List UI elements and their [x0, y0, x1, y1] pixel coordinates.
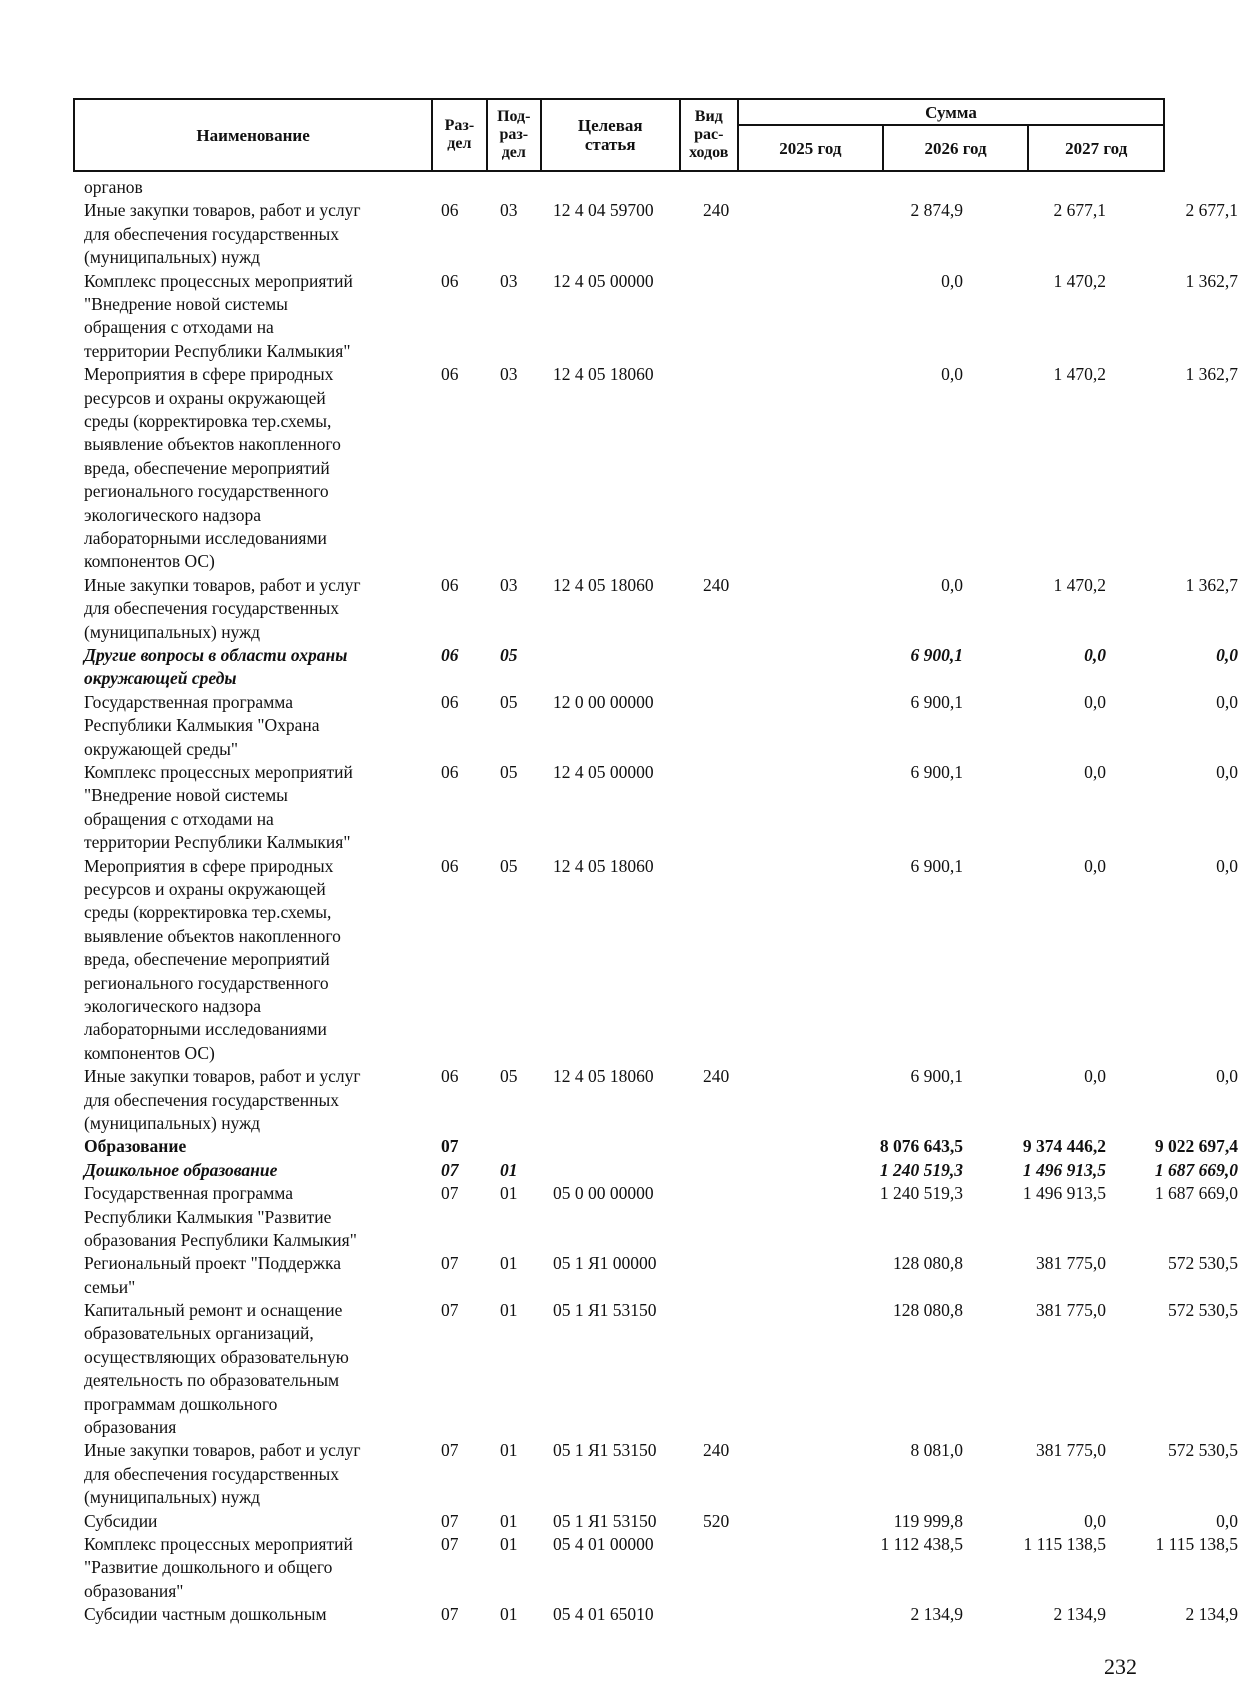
row-sum-2025: 2 874,9: [910, 200, 963, 221]
table-row: [73, 270, 1238, 364]
row-sum-2026: 0,0: [1084, 855, 1106, 876]
row-sum-2025: 8 076 643,5: [879, 1136, 963, 1157]
row-razdel: 07: [441, 1253, 459, 1274]
row-sum-2026: 1 470,2: [1053, 364, 1106, 385]
row-sum-2026: 1 115 138,5: [1023, 1534, 1106, 1555]
row-sum-2025: 1 112 438,5: [880, 1534, 963, 1555]
row-csr: 12 4 04 59700: [553, 200, 654, 221]
row-sum-2027: 9 022 697,4: [1154, 1136, 1238, 1157]
row-name: Иные закупки товаров, работ и услуг для обеспечения государственных (муниципальных) нужд: [84, 1440, 361, 1508]
header-podrazdel: Под- раз- дел: [487, 99, 541, 171]
row-name: Комплекс процессных мероприятий "Развитие дошкольного и общего образования": [84, 1534, 353, 1601]
table-row: [73, 1182, 1238, 1252]
row-sum-2026: 1 496 913,5: [1022, 1159, 1106, 1180]
header-summa: Сумма: [738, 99, 1164, 125]
row-podrazdel: 01: [500, 1534, 518, 1555]
row-sum-2026: 0,0: [1084, 691, 1106, 712]
row-razdel: 07: [441, 1159, 459, 1180]
row-razdel: 07: [441, 1300, 459, 1321]
row-csr: 12 4 05 00000: [553, 270, 654, 291]
row-name: Другие вопросы в области охраны окружающей среды: [84, 644, 348, 689]
row-razdel: 07: [441, 1534, 459, 1555]
row-sum-2027: 2 134,9: [1185, 1604, 1238, 1625]
header-vr: Вид рас- ходов: [680, 99, 739, 171]
table-row: [73, 1299, 1238, 1439]
row-sum-2026: 9 374 446,2: [1022, 1136, 1106, 1157]
row-name: Субсидии частным дошкольным: [84, 1604, 327, 1625]
row-razdel: 07: [441, 1440, 459, 1461]
table-row: [73, 691, 1238, 761]
table-row: [73, 199, 1238, 269]
row-sum-2027: 1 687 669,0: [1154, 1183, 1238, 1204]
row-name: Образование: [84, 1136, 187, 1157]
row-vr: 240: [703, 1066, 730, 1087]
page-number: 232: [1104, 1654, 1137, 1679]
row-csr: 12 4 05 18060: [553, 364, 654, 385]
row-podrazdel: 05: [500, 691, 518, 712]
row-sum-2025: 6 900,1: [910, 761, 963, 782]
row-sum-2026: 1 496 913,5: [1022, 1183, 1106, 1204]
row-razdel: 07: [441, 1604, 459, 1625]
row-podrazdel: 01: [500, 1510, 518, 1531]
row-name: Государственная программа Республики Калмыкия "Развитие образования Республики Калмыкия": [84, 1183, 357, 1250]
row-razdel: 07: [441, 1510, 459, 1531]
row-csr: 12 4 05 18060: [553, 855, 654, 876]
row-sum-2025: 128 080,8: [893, 1253, 963, 1274]
table-row: [73, 1159, 1238, 1182]
table-row: [73, 1252, 1238, 1299]
row-sum-2027: 1 362,7: [1185, 574, 1238, 595]
row-sum-2025: 119 999,8: [893, 1510, 963, 1531]
header-csr: Целевая статья: [541, 99, 680, 171]
row-sum-2025: 1 240 519,3: [879, 1183, 963, 1204]
table-row: [73, 176, 1165, 199]
row-sum-2027: 0,0: [1216, 761, 1238, 782]
row-csr: 12 4 05 18060: [553, 1066, 654, 1087]
row-sum-2025: 2 134,9: [910, 1604, 963, 1625]
table-row: [73, 1135, 1238, 1158]
row-podrazdel: 01: [500, 1300, 518, 1321]
row-podrazdel: 05: [500, 855, 518, 876]
row-sum-2027: 1 362,7: [1185, 364, 1238, 385]
row-sum-2025: 6 900,1: [910, 855, 963, 876]
table-row: [73, 761, 1238, 855]
row-vr: 240: [703, 574, 730, 595]
row-razdel: 06: [441, 691, 459, 712]
row-name: органов: [84, 177, 143, 197]
row-podrazdel: 01: [500, 1253, 518, 1274]
row-name: Иные закупки товаров, работ и услуг для обеспечения государственных (муниципальных) нужд: [84, 574, 361, 642]
row-razdel: 06: [441, 364, 459, 385]
row-sum-2026: 1 470,2: [1053, 270, 1106, 291]
row-sum-2025: 0,0: [941, 270, 963, 291]
row-sum-2027: 1 115 138,5: [1155, 1534, 1238, 1555]
row-name: Комплекс процессных мероприятий "Внедрение новой системы обращения с отходами на территории Республики Калмыкия": [84, 761, 353, 853]
row-csr: 05 0 00 00000: [553, 1183, 654, 1204]
row-csr: 05 1 Я1 53150: [553, 1440, 657, 1461]
row-csr: 05 1 Я1 00000: [553, 1253, 657, 1274]
row-sum-2027: 0,0: [1216, 1066, 1238, 1087]
row-podrazdel: 03: [500, 574, 518, 595]
row-name: Капитальный ремонт и оснащение образовательных организаций, осуществляющих образовательную деятельность по образовательным программам дошкольного образования: [84, 1300, 349, 1438]
header-razdel: Раз- дел: [432, 99, 486, 171]
row-podrazdel: 03: [500, 270, 518, 291]
row-razdel: 06: [441, 855, 459, 876]
header-name: Наименование: [74, 99, 432, 171]
row-razdel: 06: [441, 761, 459, 782]
row-razdel: 06: [441, 574, 459, 595]
row-csr: 12 0 00 00000: [553, 691, 654, 712]
row-csr: 12 4 05 18060: [553, 574, 654, 595]
row-name: Мероприятия в сфере природных ресурсов и охраны окружающей среды (корректировка тер.схемы, выявление объектов накопленного вреда, обеспечение мероприятий регионального государственного экологического надзора лабораторными исследованиями компонентов ОС): [84, 855, 341, 1063]
row-name: Государственная программа Республики Калмыкия "Охрана окружающей среды": [84, 691, 320, 759]
row-sum-2026: 2 677,1: [1053, 200, 1106, 221]
row-csr: 12 4 05 00000: [553, 761, 654, 782]
row-name: Иные закупки товаров, работ и услуг для обеспечения государственных (муниципальных) нужд: [84, 1066, 361, 1133]
row-razdel: 06: [441, 644, 459, 665]
row-sum-2025: 0,0: [941, 574, 963, 595]
table-row: [73, 1603, 1238, 1626]
row-sum-2027: 1 362,7: [1185, 270, 1238, 291]
row-sum-2027: 572 530,5: [1168, 1253, 1238, 1274]
row-sum-2025: 1 240 519,3: [879, 1159, 963, 1180]
row-name: Мероприятия в сфере природных ресурсов и охраны окружающей среды (корректировка тер.схемы, выявление объектов накопленного вреда, обеспечение мероприятий регионального государственного экологического надзора лабораторными исследованиями компонентов ОС): [84, 364, 341, 572]
row-podrazdel: 01: [500, 1440, 518, 1461]
row-csr: 05 4 01 00000: [553, 1534, 654, 1555]
row-podrazdel: 05: [500, 761, 518, 782]
row-sum-2026: 0,0: [1084, 1510, 1106, 1531]
row-sum-2027: 1 687 669,0: [1154, 1159, 1238, 1180]
row-sum-2026: 0,0: [1084, 1066, 1106, 1087]
row-razdel: 06: [441, 270, 459, 291]
row-sum-2027: 2 677,1: [1185, 200, 1238, 221]
row-sum-2025: 8 081,0: [910, 1440, 963, 1461]
header-year-2027: 2027 год: [1028, 125, 1164, 171]
table-row: [73, 1533, 1238, 1603]
row-sum-2027: 572 530,5: [1168, 1440, 1238, 1461]
row-sum-2025: 128 080,8: [893, 1300, 963, 1321]
row-sum-2025: 6 900,1: [910, 644, 963, 665]
row-name: Комплекс процессных мероприятий "Внедрение новой системы обращения с отходами на территории Республики Калмыкия": [84, 270, 353, 361]
row-podrazdel: 01: [500, 1159, 518, 1180]
row-podrazdel: 01: [500, 1604, 518, 1625]
row-podrazdel: 03: [500, 364, 518, 385]
row-sum-2026: 381 775,0: [1036, 1300, 1106, 1321]
header-year-2025: 2025 год: [738, 125, 883, 171]
header-year-2026: 2026 год: [883, 125, 1029, 171]
row-podrazdel: 05: [500, 644, 518, 665]
row-csr: 05 1 Я1 53150: [553, 1300, 657, 1321]
table-row: [73, 1510, 1238, 1533]
row-sum-2026: 381 775,0: [1036, 1253, 1106, 1274]
row-sum-2027: 0,0: [1216, 691, 1238, 712]
row-name: Дошкольное образование: [84, 1159, 278, 1180]
row-sum-2026: 0,0: [1084, 644, 1106, 665]
row-razdel: 06: [441, 1066, 459, 1087]
table-header: [73, 98, 1165, 172]
row-razdel: 07: [441, 1136, 459, 1157]
row-vr: 240: [703, 1440, 730, 1461]
row-name: Региональный проект "Поддержка семьи": [84, 1253, 342, 1297]
row-csr: 05 1 Я1 53150: [553, 1510, 657, 1531]
row-sum-2026: 381 775,0: [1036, 1440, 1106, 1461]
row-podrazdel: 03: [500, 200, 518, 221]
table-row: [73, 1439, 1238, 1509]
table-row: [73, 574, 1238, 644]
table-row: [73, 363, 1238, 574]
table-row: [73, 855, 1238, 1066]
row-sum-2026: 2 134,9: [1053, 1604, 1106, 1625]
row-name: Иные закупки товаров, работ и услуг для обеспечения государственных (муниципальных) нужд: [84, 200, 361, 268]
table-row: [73, 644, 1238, 691]
row-podrazdel: 05: [500, 1066, 518, 1087]
row-sum-2025: 0,0: [941, 364, 963, 385]
row-name: Субсидии: [84, 1510, 158, 1531]
row-razdel: 07: [441, 1183, 459, 1204]
row-sum-2027: 0,0: [1216, 1510, 1238, 1531]
row-vr: 240: [703, 200, 730, 221]
table-body: [73, 176, 1238, 1627]
row-sum-2027: 0,0: [1216, 644, 1238, 665]
table-row: [73, 1065, 1238, 1135]
row-sum-2026: 1 470,2: [1053, 574, 1106, 595]
row-csr: 05 4 01 65010: [553, 1604, 654, 1625]
row-sum-2027: 572 530,5: [1168, 1300, 1238, 1321]
row-sum-2027: 0,0: [1216, 855, 1238, 876]
row-podrazdel: 01: [500, 1183, 518, 1204]
row-sum-2026: 0,0: [1084, 761, 1106, 782]
row-vr: 520: [703, 1510, 730, 1531]
row-razdel: 06: [441, 200, 459, 221]
row-sum-2025: 6 900,1: [910, 1066, 963, 1087]
row-sum-2025: 6 900,1: [910, 691, 963, 712]
